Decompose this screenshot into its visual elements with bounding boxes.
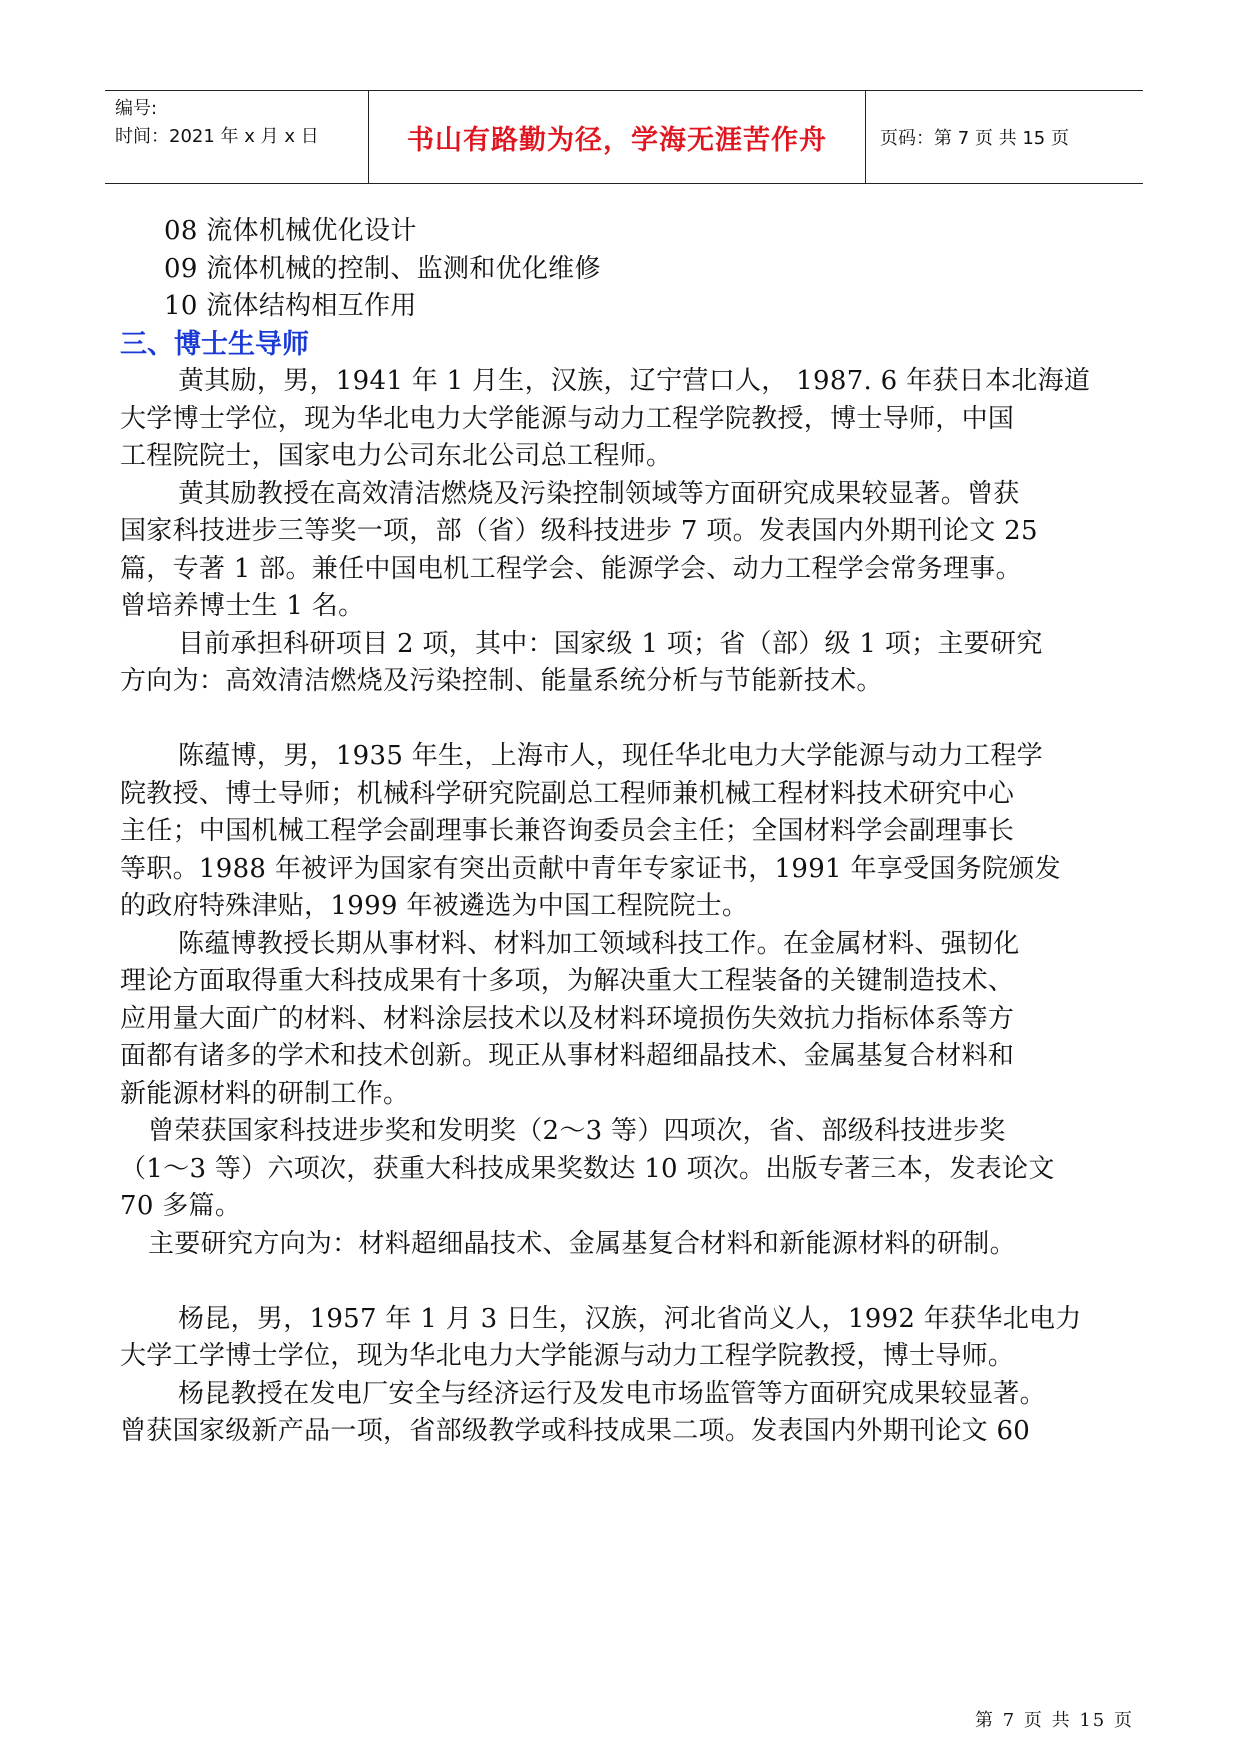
header-time-label: 时间：2021 年 x 月 x 日	[115, 126, 319, 147]
paragraph-line: 等职。1988 年被评为国家有突出贡献中青年专家证书，1991 年享受国务院颁发	[120, 853, 1061, 884]
header-page-label: 页码：第 7 页 共 15 页	[880, 128, 1069, 149]
paragraph-line: （1～3 等）六项次，获重大科技成果奖数达 10 项次。出版专著三本，发表论文	[120, 1153, 1055, 1184]
paragraph-line: 黄其励教授在高效清洁燃烧及污染控制领域等方面研究成果较显著。曾获	[178, 478, 1020, 509]
header-number-label: 编号:	[115, 98, 158, 119]
paragraph-line: 陈蕴博，男，1935 年生，上海市人，现任华北电力大学能源与动力工程学	[178, 741, 1043, 771]
paragraph-line: 杨昆，男，1957 年 1 月 3 日生，汉族，河北省尚义人，1992 年获华北电力	[178, 1303, 1082, 1334]
paragraph-line: 大学博士学位，现为华北电力大学能源与动力工程学院教授，博士导师，中国	[120, 403, 1015, 434]
paragraph-line: 理论方面取得重大科技成果有十多项，为解决重大工程装备的关键制造技术、	[120, 966, 1015, 996]
document-header	[105, 90, 1143, 184]
paragraph-line: 黄其励，男，1941 年 1 月生，汉族，辽宁营口人， 1987. 6 年获日本北海道	[178, 366, 1091, 396]
page-footer: 第 7 页 共 15 页	[975, 1710, 1134, 1731]
paragraph-line: 主任；中国机械工程学会副理事长兼咨询委员会主任；全国材料学会副理事长	[120, 816, 1015, 846]
paragraph-line: 新能源材料的研制工作。	[120, 1078, 410, 1109]
paragraph-line: 工程院院士，国家电力公司东北公司总工程师。	[120, 441, 673, 471]
paragraph-line: 篇，专著 1 部。兼任中国电机工程学会、能源学会、动力工程学会常务理事。	[120, 553, 1022, 584]
paragraph-line: 应用量大面广的材料、材料涂层技术以及材料环境损伤失效抗力指标体系等方	[120, 1003, 1015, 1034]
paragraph-gap	[120, 1263, 1130, 1301]
paragraph-line: 大学工学博士学位，现为华北电力大学能源与动力工程学院教授，博士导师。	[120, 1341, 1015, 1371]
paragraph-line: 主要研究方向为：材料超细晶技术、金属基复合材料和新能源材料的研制。	[148, 1228, 1016, 1259]
paragraph-line: 目前承担科研项目 2 项，其中：国家级 1 项；省（部）级 1 项；主要研究	[178, 628, 1043, 659]
paragraph-line: 的政府特殊津贴，1999 年被遴选为中国工程院院士。	[120, 891, 749, 921]
paragraph-line: 方向为：高效清洁燃烧及污染控制、能量系统分析与节能新技术。	[120, 666, 883, 696]
paragraph-line: 曾培养博士生 1 名。	[120, 591, 365, 621]
paragraph-line: 杨昆教授在发电厂安全与经济运行及发电市场监管等方面研究成果较显著。	[178, 1378, 1046, 1409]
paragraph-line: 曾荣获国家科技进步奖和发明奖（2～3 等）四项次，省、部级科技进步奖	[148, 1116, 1006, 1146]
list-item: 09 流体机械的控制、监测和优化维修	[164, 253, 601, 284]
paragraph-line: 院教授、博士导师；机械科学研究院副总工程师兼机械工程材料技术研究中心	[120, 778, 1015, 809]
header-meta-cell	[105, 91, 369, 183]
list-item: 08 流体机械优化设计	[164, 216, 417, 246]
paragraph-line: 国家科技进步三等奖一项，部（省）级科技进步 7 项。发表国内外期刊论文 25	[120, 516, 1038, 546]
document-body	[120, 213, 1130, 1451]
list-item: 10 流体结构相互作用	[164, 291, 417, 321]
paragraph-line: 70 多篇。	[120, 1191, 242, 1221]
section-heading: 三、博士生导师	[120, 328, 309, 360]
paragraph-gap	[120, 701, 1130, 739]
header-motto: 书山有路勤为径，学海无涯苦作舟	[369, 91, 866, 183]
paragraph-line: 面都有诸多的学术和技术创新。现正从事材料超细晶技术、金属基复合材料和	[120, 1041, 1015, 1071]
paragraph-line: 曾获国家级新产品一项，省部级教学或科技成果二项。发表国内外期刊论文 60	[120, 1416, 1031, 1446]
paragraph-line: 陈蕴博教授长期从事材料、材料加工领域科技工作。在金属材料、强韧化	[178, 928, 1020, 959]
